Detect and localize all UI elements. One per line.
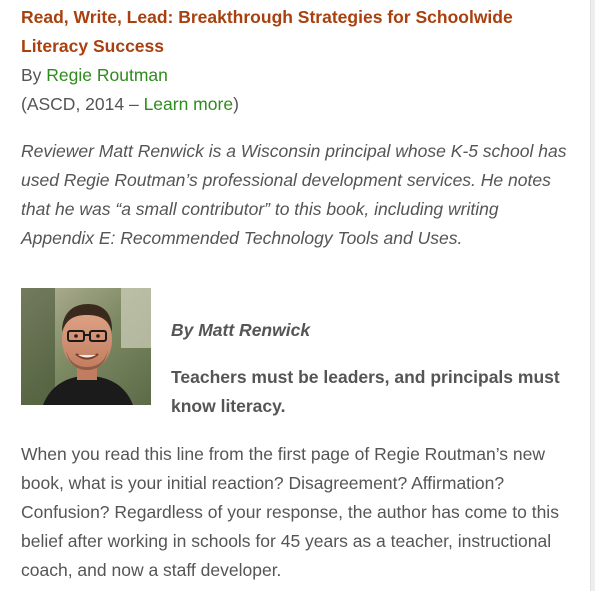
book-byline: [21, 61, 569, 90]
byline-prefix: By: [21, 65, 47, 85]
article-content: [21, 3, 569, 585]
author-link[interactable]: Regie Routman: [46, 65, 168, 85]
review-header: [21, 288, 569, 428]
review-lead: [171, 316, 566, 421]
publication-info: [21, 90, 569, 119]
page-edge-divider: [590, 0, 595, 591]
learn-more-link[interactable]: Learn more: [143, 94, 234, 114]
publication-close-paren: ): [233, 94, 239, 114]
review-byline: By Matt Renwick: [171, 320, 311, 340]
pull-quote: Teachers must be leaders, and principals must know literacy.: [171, 367, 560, 416]
reviewer-intro: Reviewer Matt Renwick is a Wisconsin principal whose K-5 school has used Regie Routman’s professional development services. He notes that he was “a small contributor” to this book, including writing Appendix E: Recommended Technology Tools and Uses.: [21, 141, 567, 248]
publisher-year: (ASCD, 2014 –: [21, 94, 144, 114]
book-title: Read, Write, Lead: Breakthrough Strategies for Schoolwide Literacy Success: [21, 7, 513, 56]
reviewer-photo: [21, 288, 151, 405]
review-paragraph: When you read this line from the first page of Regie Routman’s new book, what is your initial reaction? Disagreement? Affirmation? Confusion? Regardless of your response, the author has come to this belief after working in schools for 45 years as a teacher, instructional coach, and now a staff developer.: [21, 444, 559, 580]
